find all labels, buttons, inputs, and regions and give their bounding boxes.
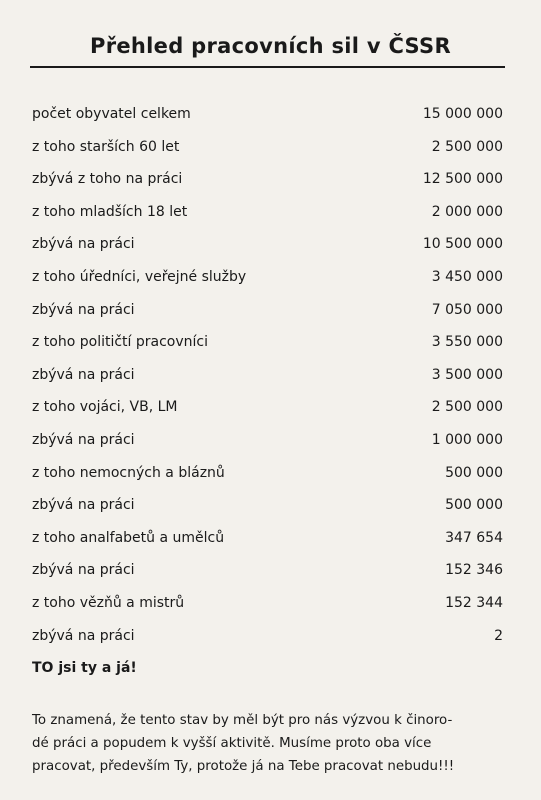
table-row — [0, 491, 541, 524]
row-value: 3 500 000 — [431, 366, 503, 383]
row-label: zbývá na práci — [32, 366, 135, 383]
row-value: 347 654 — [445, 529, 503, 546]
row-label: zbývá na práci — [32, 562, 135, 579]
row-label: zbývá na práci — [32, 236, 135, 253]
row-value: 2 000 000 — [431, 203, 503, 220]
page-title: Přehled pracovních sil v ČSSR — [90, 34, 451, 58]
table-row — [0, 556, 541, 589]
workforce-table — [0, 100, 541, 654]
row-label: z toho vojáci, VB, LM — [32, 399, 178, 416]
table-row — [0, 361, 541, 394]
row-label: zbývá na práci — [32, 431, 135, 448]
row-label: z toho starších 60 let — [32, 138, 180, 155]
row-label: počet obyvatel celkem — [32, 106, 191, 122]
closing-paragraph — [32, 709, 510, 778]
row-value: 2 500 000 — [431, 399, 503, 416]
row-value: 12 500 000 — [422, 171, 503, 188]
table-row — [0, 198, 541, 231]
paragraph-line: To znamená, že tento stav by měl být pro nás výzvou k činoro- — [32, 713, 453, 728]
row-value: 3 550 000 — [431, 334, 503, 351]
row-label: zbývá z toho na práci — [32, 171, 183, 188]
row-label: z toho úředníci, veřejné služby — [32, 268, 247, 285]
table-row — [0, 263, 541, 296]
row-value: 1 000 000 — [431, 431, 503, 448]
title-underline — [30, 66, 505, 68]
row-value: 2 500 000 — [431, 138, 503, 155]
row-label: zbývá na práci — [32, 627, 135, 644]
row-value: 7 050 000 — [431, 301, 503, 318]
table-row — [0, 328, 541, 361]
row-label: zbývá na práci — [32, 301, 135, 318]
row-value: 152 346 — [445, 562, 503, 579]
paragraph-line: dé práci a popudem k vyšší aktivitě. Musíme proto oba více — [32, 736, 432, 751]
paragraph-line: pracovat, především Ty, protože já na Tebe pracovat nebudu!!! — [32, 759, 455, 774]
row-value: 10 500 000 — [422, 236, 503, 253]
row-value: 15 000 000 — [422, 106, 503, 122]
row-value: 500 000 — [445, 497, 503, 514]
table-row — [0, 296, 541, 329]
table-row — [0, 622, 541, 655]
row-value: 500 000 — [445, 464, 503, 481]
row-value: 152 344 — [445, 594, 503, 611]
conclusion-text: TO jsi ty a já! — [32, 660, 137, 676]
row-label: z toho nemocných a bláznů — [32, 464, 225, 481]
table-row — [0, 426, 541, 459]
row-label: z toho političtí pracovníci — [32, 334, 208, 351]
table-row — [0, 100, 541, 133]
table-row — [0, 459, 541, 492]
row-label: z toho mladších 18 let — [32, 203, 188, 220]
table-row — [0, 165, 541, 198]
row-label: zbývá na práci — [32, 497, 135, 514]
table-row — [0, 589, 541, 622]
table-row — [0, 393, 541, 426]
row-label: z toho analfabetů a umělců — [32, 529, 225, 546]
row-label: z toho vězňů a mistrů — [32, 594, 185, 611]
table-row — [0, 133, 541, 166]
row-value: 3 450 000 — [431, 268, 503, 285]
row-value: 2 — [494, 627, 503, 644]
table-row — [0, 524, 541, 557]
table-row — [0, 230, 541, 263]
